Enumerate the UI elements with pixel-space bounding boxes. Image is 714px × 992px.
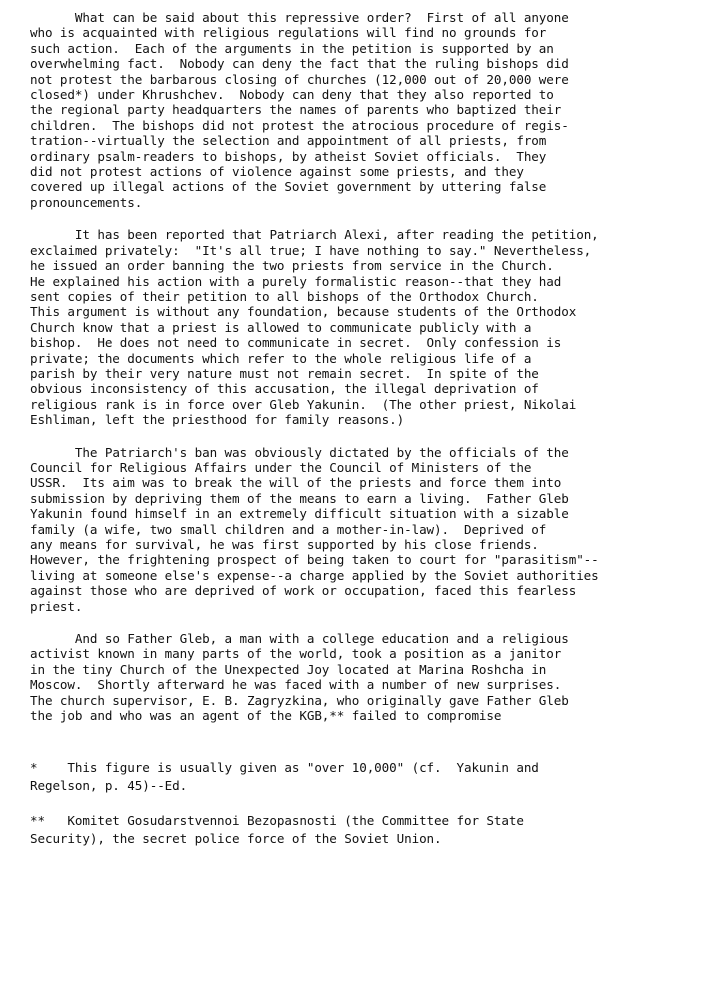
paragraph-gap — [30, 210, 702, 227]
footnote-single-asterisk: * This figure is usually given as "over 10,000" (cf. Yakunin and Regelson, p. 45)--Ed. — [30, 760, 539, 794]
footnote-separator-gap — [30, 723, 702, 759]
paragraph-patriarchs-ban: The Patriarch's ban was obviously dictated by the officials of the Council for Religious Affairs under the Council of Ministers of the USSR. Its aim was to break the will of the priests and force them into submission by depriving them of the means to earn a living. Father Gleb Yakunin found himself in an extremely difficult situation with a sizable family (a wife, two small children and a mother-in-law). Deprived of any means for survival, he was first supported by his close friends. However, the frightening prospect of being taken to court for "parasitism"-- living at someone else's expense--a charge applied by the Soviet authorities against those who are deprived of work or occupation, faced this fearless priest. — [30, 444, 599, 614]
paragraph-patriarch-alexi: It has been reported that Patriarch Alexi, after reading the petition, exclaimed privately: "It's all true; I have nothing to say." Nevertheless, he issued an order banning the two priests from service in the Church. He explained his action with a purely formalistic reason--that they had sent copies of their petition to all bishops of the Orthodox Church. This argument is without any foundation, because students of the Orthodox Church know that a priest is allowed to communicate publicly with a bishop. He does not need to communicate in secret. Only confession is private; the documents which refer to the whole religious life of a parish by their very nature must not remain secret. In spite of the obvious inconsistency of this accusation, the illegal deprivation of religious rank is in force over Gleb Yakunin. (The other priest, Nikolai Eshliman, left the priesthood for family reasons.) — [30, 227, 599, 428]
footnote-double-asterisk: ** Komitet Gosudarstvennoi Bezopasnosti (the Committee for State Security), the secret police force of the Soviet Union. — [30, 813, 524, 847]
paragraph-repressive-order: What can be said about this repressive order? First of all anyone who is acquainted with religious regulations will find no grounds for such action. Each of the arguments in the petition is supported by an overwhelming fact. Nobody can deny the fact that the ruling bishops did not protest the barbarous closing of churches (12,000 out of 20,000 were closed*) under Khrushchev. Nobody can deny that they also reported to the regional party headquarters the names of parents who baptized their children. The bishops did not protest the atrocious procedure of regis- tration--virtually the selection and appointment of all priests, from ordinary psalm-readers to bishops, by atheist Soviet officials. They did not protest actions of violence against some priests, and they covered up illegal actions of the Soviet government by uttering false pronouncements. — [30, 10, 569, 210]
footnote-gap — [30, 795, 702, 812]
paragraph-father-gleb: And so Father Gleb, a man with a college education and a religious activist known in many parts of the world, took a position as a janitor in the tiny Church of the Unexpected Joy located at Marina Roshcha in Moscow. Shortly afterward he was faced with a number of new surprises. The church supervisor, E. B. Zagryzkina, who originally gave Father Gleb the job and who was an agent of the KGB,** failed to compromise — [30, 631, 569, 724]
paragraph-gap — [30, 428, 702, 445]
paragraph-gap — [30, 614, 702, 631]
